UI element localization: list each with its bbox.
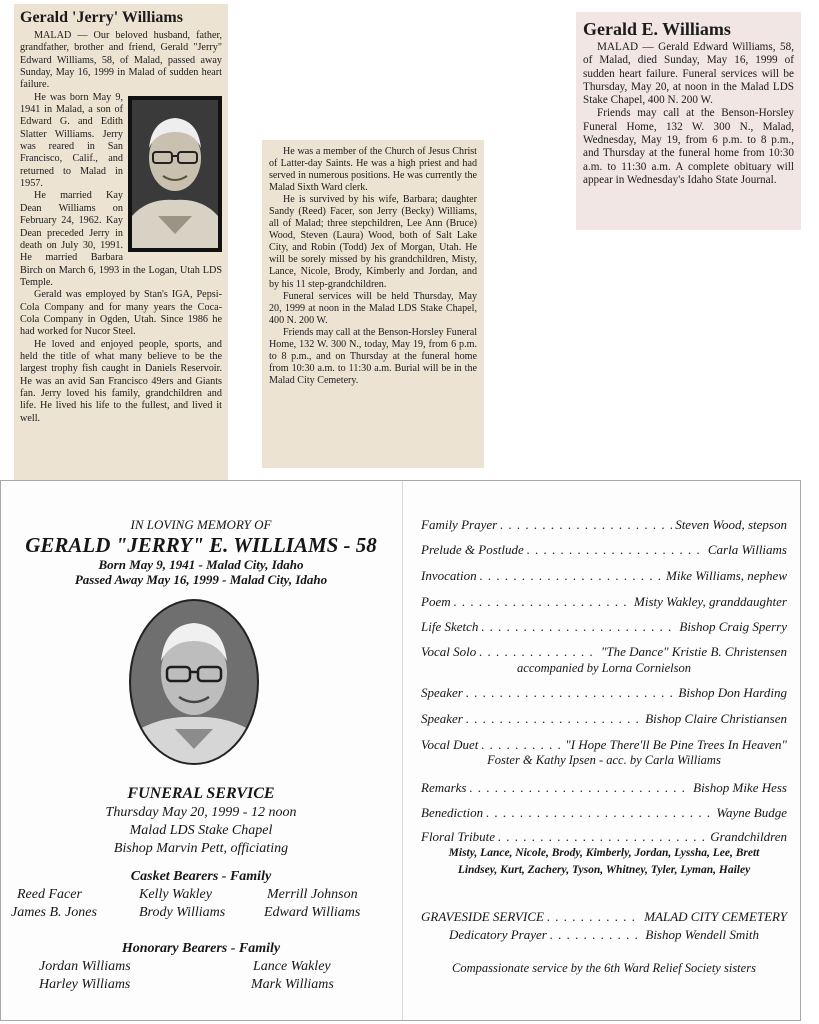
- program-participant: "The Dance" Kristie B. Christensen: [600, 644, 787, 659]
- program-participant: Bishop Craig Sperry: [679, 619, 787, 634]
- clipping-headline: Gerald E. Williams: [583, 19, 731, 39]
- obituary-paragraph: He loved and enjoyed people, sports, and held the title of what many believe to be the largest trophy fish caught in Daniels Reservoir. He was an avid San Francisco 49ers and Giants fan. Jerry loved his family, grandchildren and life. He lived his life to the fullest, and lived it well.: [20, 338, 222, 424]
- honorary-bearer: Mark Williams: [251, 977, 334, 992]
- program-item: [421, 685, 787, 701]
- obituary-paragraph: Funeral services will be held Thursday, May 20, 1999 at noon in the Malad LDS Stake Chapel, 400 N. 200 W.: [269, 290, 477, 326]
- obituary-paragraph: He was a member of the Church of Jesus Christ of Latter-day Saints. He was a high priest and had served in numerous positions. He was currently the Malad Sixth Ward clerk.: [269, 146, 477, 194]
- obituary-paragraph: He was born May 9, 1941 in Malad, a son of Edward G. and Edith Slatter Williams. Jerry was reared in San Francisco, Calif., and returned to Malad in 1957.: [20, 91, 123, 190]
- obituary-paragraph: MALAD — Our beloved husband, father, grandfather, brother and friend, Gerald "Jerry" Edward Williams, 58, of Malad, passed away Sunday, May 16, 1999 in Malad of sudden heart failure.: [20, 30, 222, 91]
- honorary-bearer: Lance Wakley: [253, 959, 331, 974]
- death-line: Passed Away May 16, 1999 - Malad City, Idaho: [74, 572, 328, 587]
- program-participant: Misty Wakley, granddaughter: [634, 594, 787, 609]
- oval-portrait-photo: [127, 597, 261, 767]
- obituary-clipping-continued: [262, 140, 484, 468]
- obituary-paragraph: Friends may call at the Benson-Horsley Funeral Home, 132 W. 300 N., Malad, Wednesday, May 19, from 6 p.m. to 8 p.m., and Thursday at the funeral home from 10:30 a.m. to 11:30 a.m. A complete obituary will appear in Wednesday's Idaho State Journal.: [583, 107, 794, 186]
- obituary-paragraph: MALAD — Gerald Edward Williams, 58, of Malad, died Sunday, May 16, 1999 of sudden heart failure. Funeral services will be Thursday, May 20, at noon in the Malad LDS Stake Chapel, 400 N. 200 W.: [583, 41, 794, 107]
- program-item: [421, 568, 787, 584]
- program-participant: Mike Williams, nephew: [666, 568, 787, 583]
- casket-bearer: Edward Williams: [264, 905, 361, 920]
- program-role: Vocal Duet: [421, 737, 479, 752]
- program-item: [421, 829, 787, 845]
- program-role: Poem: [421, 594, 451, 609]
- casket-bearer: James B. Jones: [11, 905, 97, 920]
- program-participant: MALAD CITY CEMETERY: [644, 909, 787, 924]
- relief-society-note: Compassionate service by the 6th Ward Relief Society sisters: [452, 961, 756, 975]
- funeral-program: [0, 480, 801, 1021]
- casket-bearer: Merrill Johnson: [267, 887, 358, 902]
- casket-bearer: Kelly Wakley: [139, 887, 212, 902]
- casket-bearer: Reed Facer: [17, 887, 82, 902]
- program-item: [421, 517, 787, 533]
- memory-heading: IN LOVING MEMORY OF: [130, 517, 272, 532]
- dedicatory-prayer-row: [449, 927, 759, 943]
- program-item: [421, 594, 787, 610]
- program-participant: Bishop Mike Hess: [693, 780, 787, 795]
- program-role: Floral Tribute: [421, 829, 496, 844]
- program-role: Speaker: [421, 711, 463, 726]
- solo-accompanist: accompanied by Lorna Cornielson: [517, 661, 691, 675]
- program-role: GRAVESIDE SERVICE: [421, 909, 544, 924]
- program-item: [421, 805, 787, 821]
- death-notice-clipping: [576, 12, 801, 230]
- program-left-panel: [1, 481, 401, 1020]
- program-participant: "I Hope There'll Be Pine Trees In Heaven": [565, 737, 787, 752]
- program-participant: Steven Wood, stepson: [675, 517, 787, 532]
- program-role: Life Sketch: [421, 619, 479, 634]
- program-participant: Bishop Wendell Smith: [645, 927, 759, 942]
- program-role: Remarks: [421, 780, 467, 795]
- obituary-paragraph: He married Kay Dean Williams on February 24, 1962. Kay Dean preceded Jerry in death on July 30, 1991. He married Barbara Birch on March 6, 1993 in the Logan, Utah LDS Temple.: [20, 190, 222, 288]
- program-role: Benediction: [421, 805, 484, 820]
- obituary-paragraph: He is survived by his wife, Barbara; daughter Sandy (Reed) Facer, son Jerry (Becky) Williams, all of Malad; three stepchildren, Lee Ann (Bruce) Wood, Steven (Laura) Wood, both of Salt Lake City, and Robin (Todd) Jex of Morgan, Utah. He will be sorely missed by his grandchildren, Misty, Lance, Nicole, Brody, Kimberly and Jordan, and by his 11 step-grandchildren.: [269, 194, 477, 290]
- honorary-bearer: Harley Williams: [39, 977, 131, 992]
- obituary-paragraph: Friends may call at the Benson-Horsley Funeral Home, 132 W. 300 N., today, May 19, from 6 p.m. to 8 p.m., and on Thursday at the funeral home from 10:30 a.m. to 11:30 a.m. Burial will be in the Malad City Cemetery.: [269, 326, 477, 386]
- program-role: Invocation: [421, 568, 477, 583]
- program-role: Family Prayer: [421, 517, 498, 532]
- program-item: [421, 737, 787, 753]
- graveside-service-row: [421, 909, 787, 925]
- program-item: [421, 644, 787, 660]
- funeral-service-heading: FUNERAL SERVICE: [127, 785, 275, 802]
- casket-bearer: Brody Williams: [139, 905, 226, 920]
- birth-line: Born May 9, 1941 - Malad City, Idaho: [98, 557, 304, 572]
- obituary-paragraph: Gerald was employed by Stan's IGA, Pepsi-Cola Company and for many years the Coca-Cola Company in Ogden, Utah. Since 1986 he had worked for Nucor Steel.: [20, 289, 222, 338]
- program-role: Vocal Solo: [421, 644, 477, 659]
- program-item: [421, 542, 787, 558]
- honorary-bearer: Jordan Williams: [39, 959, 131, 974]
- program-item: [421, 780, 787, 796]
- deceased-name: GERALD "JERRY" E. WILLIAMS - 58: [25, 533, 377, 557]
- program-participant: Carla Williams: [707, 542, 787, 557]
- program-participant: Grandchildren: [710, 829, 787, 844]
- duet-singers: Foster & Kathy Ipsen - acc. by Carla Williams: [487, 753, 721, 767]
- obituary-photo: [128, 96, 222, 252]
- honorary-bearers-heading: Honorary Bearers - Family: [121, 941, 281, 956]
- program-participant: Wayne Budge: [716, 805, 787, 820]
- program-right-panel: [403, 481, 800, 1020]
- program-participant: Bishop Don Harding: [678, 685, 787, 700]
- service-date: Thursday May 20, 1999 - 12 noon: [105, 805, 297, 820]
- program-participant: Bishop Claire Christiansen: [645, 711, 787, 726]
- grandchildren-names: Misty, Lance, Nicole, Brody, Kimberly, Jordan, Lyssha, Lee, Brett: [448, 847, 760, 859]
- grandchildren-names: Lindsey, Kurt, Zachery, Tyson, Whitney, Tyler, Lyman, Hailey: [457, 864, 751, 876]
- program-role: Dedicatory Prayer: [449, 927, 547, 942]
- clipping-headline: Gerald 'Jerry' Williams: [20, 9, 183, 26]
- program-item: [421, 619, 787, 635]
- casket-bearers-heading: Casket Bearers - Family: [130, 869, 272, 884]
- officiating-bishop: Bishop Marvin Pett, officiating: [113, 841, 289, 856]
- program-role: Speaker: [421, 685, 463, 700]
- program-role: Prelude & Postlude: [421, 542, 524, 557]
- program-item: [421, 711, 787, 727]
- service-location: Malad LDS Stake Chapel: [129, 823, 273, 838]
- obituary-clipping-full: [14, 4, 228, 486]
